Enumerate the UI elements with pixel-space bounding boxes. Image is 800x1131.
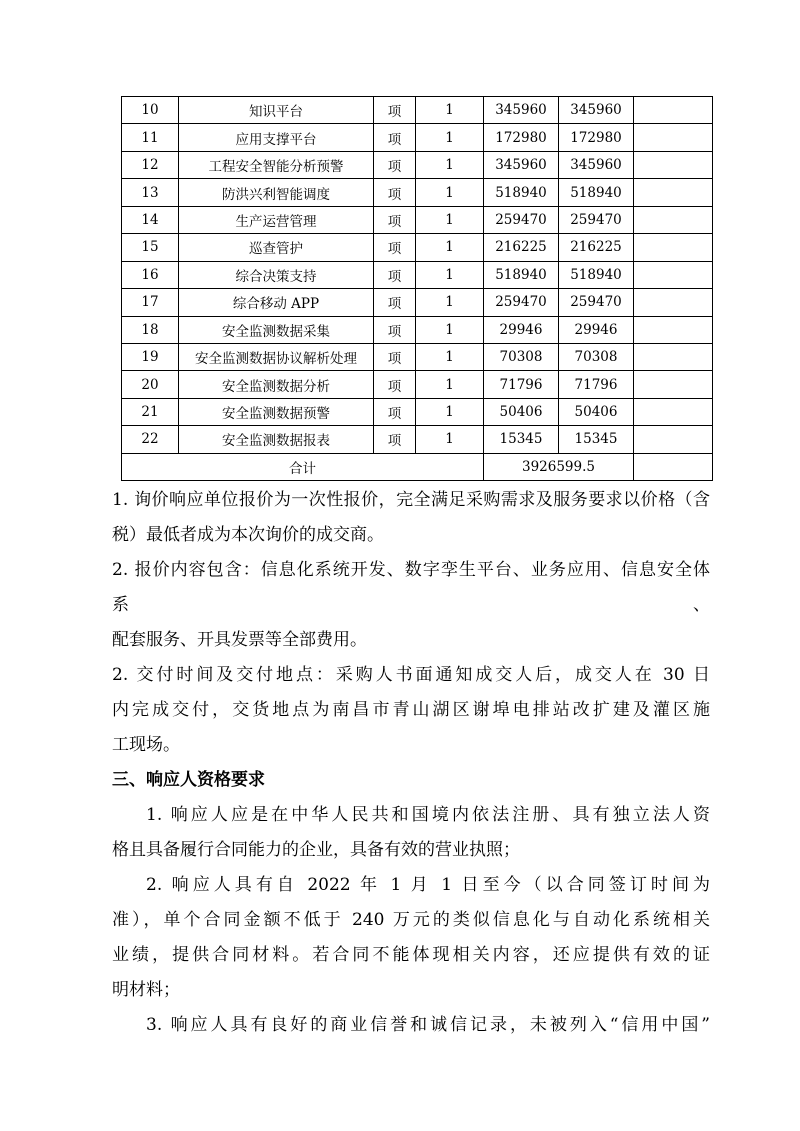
item-name-cell: 防洪兴利智能调度	[179, 179, 374, 206]
item-unit-cell: 项	[374, 206, 416, 233]
text-line: 3. 响应人具有良好的商业信誉和诚信记录，未被列入“信用中国”	[146, 1015, 710, 1035]
item-total-cell: 29946	[559, 316, 634, 343]
item-unit-cell: 项	[374, 289, 416, 316]
item-no-cell: 20	[122, 371, 179, 398]
text-line: 2. 交付时间及交付地点：采购人书面通知成交人后，成交人在 30 日	[112, 665, 710, 685]
item-name-cell: 巡查管护	[179, 234, 374, 261]
item-total-cell: 71796	[559, 371, 634, 398]
item-unit-cell: 项	[374, 97, 416, 124]
table-row	[122, 371, 713, 398]
item-qty-cell: 1	[416, 124, 484, 151]
footer-remark-cell	[634, 453, 713, 480]
table-row	[122, 289, 713, 316]
item-total-cell: 15345	[559, 426, 634, 453]
text-line: 格且具备履行合同能力的企业，具备有效的营业执照；	[112, 840, 520, 860]
item-unit-price-cell: 518940	[484, 261, 559, 288]
section-heading: 三、响应人资格要求	[112, 770, 265, 790]
table-row	[122, 234, 713, 261]
body-text	[112, 483, 710, 1043]
table-row	[122, 398, 713, 425]
item-no-cell: 13	[122, 179, 179, 206]
table-row	[122, 151, 713, 178]
text-line: 1. 询价响应单位报价为一次性报价，完全满足采购需求及服务要求以价格（含	[112, 490, 710, 510]
item-unit-cell: 项	[374, 426, 416, 453]
item-total-cell: 518940	[559, 179, 634, 206]
item-name-cell: 工程安全智能分析预警	[179, 151, 374, 178]
item-total-cell: 345960	[559, 97, 634, 124]
item-qty-cell: 1	[416, 398, 484, 425]
item-total-cell: 70308	[559, 343, 634, 370]
item-remark-cell	[634, 371, 713, 398]
item-no-cell: 22	[122, 426, 179, 453]
item-unit-cell: 项	[374, 261, 416, 288]
footer-label-cell: 合计	[122, 453, 484, 480]
table-row	[122, 426, 713, 453]
table-row	[122, 206, 713, 233]
item-total-cell: 518940	[559, 261, 634, 288]
text-line: 业绩，提供合同材料。若合同不能体现相关内容，还应提供有效的证	[112, 945, 710, 965]
item-name-cell: 综合移动 APP	[179, 289, 374, 316]
table-row	[122, 316, 713, 343]
item-remark-cell	[634, 261, 713, 288]
item-remark-cell	[634, 343, 713, 370]
item-remark-cell	[634, 151, 713, 178]
item-name-cell: 知识平台	[179, 97, 374, 124]
item-no-cell: 21	[122, 398, 179, 425]
item-name-cell: 安全监测数据分析	[179, 371, 374, 398]
item-unit-cell: 项	[374, 316, 416, 343]
item-remark-cell	[634, 179, 713, 206]
item-no-cell: 18	[122, 316, 179, 343]
item-qty-cell: 1	[416, 371, 484, 398]
item-unit-price-cell: 345960	[484, 97, 559, 124]
item-unit-price-cell: 70308	[484, 343, 559, 370]
item-qty-cell: 1	[416, 289, 484, 316]
item-unit-price-cell: 518940	[484, 179, 559, 206]
text-line: 税）最低者成为本次询价的成交商。	[112, 525, 384, 545]
item-unit-price-cell: 15345	[484, 426, 559, 453]
item-total-cell: 345960	[559, 151, 634, 178]
item-name-cell: 安全监测数据采集	[179, 316, 374, 343]
item-no-cell: 12	[122, 151, 179, 178]
item-remark-cell	[634, 206, 713, 233]
item-name-cell: 综合决策支持	[179, 261, 374, 288]
item-remark-cell	[634, 97, 713, 124]
item-no-cell: 17	[122, 289, 179, 316]
item-no-cell: 16	[122, 261, 179, 288]
item-remark-cell	[634, 124, 713, 151]
text-line: 2. 响应人具有自 2022 年 1 月 1 日至今（以合同签订时间为	[146, 875, 710, 895]
item-qty-cell: 1	[416, 234, 484, 261]
text-line: 准），单个合同金额不低于 240 万元的类似信息化与自动化系统相关	[112, 910, 710, 930]
item-total-cell: 259470	[559, 206, 634, 233]
item-unit-price-cell: 259470	[484, 206, 559, 233]
text-line: 明材料；	[112, 980, 180, 1000]
item-no-cell: 15	[122, 234, 179, 261]
item-unit-price-cell: 172980	[484, 124, 559, 151]
item-qty-cell: 1	[416, 206, 484, 233]
item-remark-cell	[634, 234, 713, 261]
item-unit-cell: 项	[374, 124, 416, 151]
item-remark-cell	[634, 289, 713, 316]
table-row	[122, 343, 713, 370]
item-name-cell: 应用支撑平台	[179, 124, 374, 151]
table-row	[122, 261, 713, 288]
item-name-cell: 安全监测数据预警	[179, 398, 374, 425]
item-unit-price-cell: 259470	[484, 289, 559, 316]
item-name-cell: 生产运营管理	[179, 206, 374, 233]
item-total-cell: 50406	[559, 398, 634, 425]
item-qty-cell: 1	[416, 97, 484, 124]
text-line: 配套服务、开具发票等全部费用。	[112, 630, 367, 650]
item-unit-price-cell: 345960	[484, 151, 559, 178]
footer-total-cell: 3926599.5	[484, 453, 634, 480]
item-no-cell: 19	[122, 343, 179, 370]
text-line: 内完成交付，交货地点为南昌市青山湖区谢埠电排站改扩建及灌区施	[112, 700, 710, 720]
item-qty-cell: 1	[416, 426, 484, 453]
table-row	[122, 179, 713, 206]
item-total-cell: 172980	[559, 124, 634, 151]
item-qty-cell: 1	[416, 151, 484, 178]
items-table	[121, 96, 713, 481]
item-no-cell: 11	[122, 124, 179, 151]
item-unit-price-cell: 216225	[484, 234, 559, 261]
text-line: 2. 报价内容包含：信息化系统开发、数字孪生平台、业务应用、信息安全体系、	[112, 560, 710, 615]
item-unit-price-cell: 29946	[484, 316, 559, 343]
item-remark-cell	[634, 316, 713, 343]
item-remark-cell	[634, 398, 713, 425]
item-name-cell: 安全监测数据报表	[179, 426, 374, 453]
item-unit-cell: 项	[374, 398, 416, 425]
table-row	[122, 124, 713, 151]
item-no-cell: 10	[122, 97, 179, 124]
table-row	[122, 97, 713, 124]
item-qty-cell: 1	[416, 316, 484, 343]
item-name-cell: 安全监测数据协议解析处理	[179, 343, 374, 370]
item-unit-price-cell: 50406	[484, 398, 559, 425]
table-footer-row	[122, 453, 713, 480]
item-unit-cell: 项	[374, 343, 416, 370]
item-total-cell: 216225	[559, 234, 634, 261]
text-line: 工现场。	[112, 735, 180, 755]
item-qty-cell: 1	[416, 343, 484, 370]
item-unit-price-cell: 71796	[484, 371, 559, 398]
text-line: 1. 响应人应是在中华人民共和国境内依法注册、具有独立法人资	[146, 805, 710, 825]
items-tbody	[122, 97, 713, 454]
item-unit-cell: 项	[374, 151, 416, 178]
item-no-cell: 14	[122, 206, 179, 233]
item-unit-cell: 项	[374, 179, 416, 206]
item-unit-cell: 项	[374, 371, 416, 398]
item-qty-cell: 1	[416, 179, 484, 206]
item-remark-cell	[634, 426, 713, 453]
item-total-cell: 259470	[559, 289, 634, 316]
item-unit-cell: 项	[374, 234, 416, 261]
item-qty-cell: 1	[416, 261, 484, 288]
